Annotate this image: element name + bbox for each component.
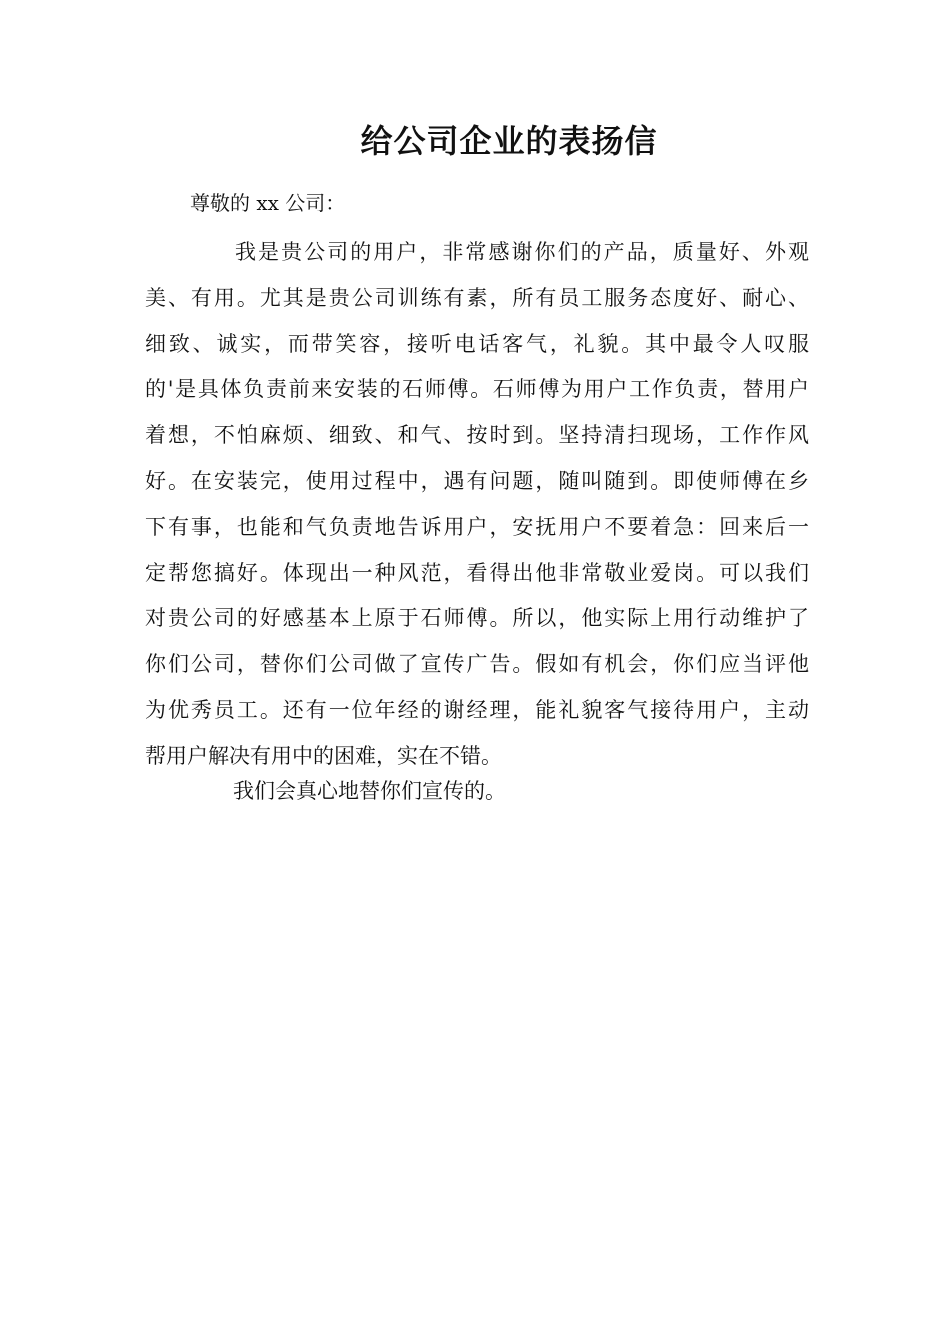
body-line: 的'是具体负责前来安装的石师傅。石师傅为用户工作负责，替用户 <box>145 377 809 402</box>
letter-body <box>145 230 809 780</box>
body-line: 对贵公司的好感基本上原于石师傅。所以，他实际上用行动维护了 <box>145 606 809 631</box>
body-line: 下有事，也能和气负责地告诉用户，安抚用户不要着急：回来后一 <box>145 514 809 539</box>
body-line: 帮用户解决有用中的困难，实在不错。 <box>145 743 502 768</box>
body-line: 美、有用。尤其是贵公司训练有素，所有员工服务态度好、耐心、 <box>145 285 809 310</box>
body-line: 细致、诚实，而带笑容，接听电话客气，礼貌。其中最令人叹服 <box>145 331 809 356</box>
salutation: 尊敬的 xx 公司： <box>190 191 346 215</box>
closing-line: 我们会真心地替你们宣传的。 <box>233 779 506 803</box>
body-line: 你们公司，替你们公司做了宣传广告。假如有机会，你们应当评他 <box>145 652 809 677</box>
body-line: 着想，不怕麻烦、细致、和气、按时到。坚持清扫现场，工作作风 <box>145 423 809 448</box>
body-line: 好。在安装完，使用过程中，遇有问题，随叫随到。即使师傅在乡 <box>145 468 809 493</box>
document-title: 给公司企业的表扬信 <box>360 122 658 160</box>
body-line: 定帮您搞好。体现出一种风范，看得出他非常敬业爱岗。可以我们 <box>145 560 809 585</box>
body-line: 我是贵公司的用户，非常感谢你们的产品，质量好、外观 <box>235 240 809 264</box>
body-line: 为优秀员工。还有一位年经的谢经理，能礼貌客气接待用户，主动 <box>145 697 809 722</box>
